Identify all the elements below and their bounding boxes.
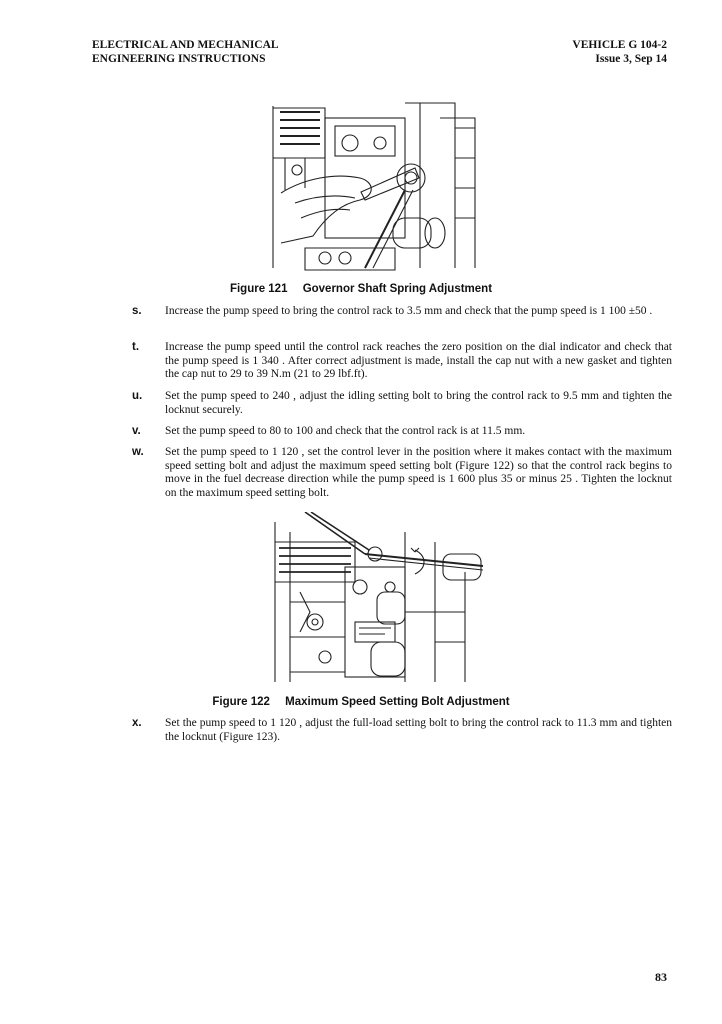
- step-letter: u.: [132, 390, 143, 402]
- document-header-left: [92, 38, 279, 66]
- header-vehicle: VEHICLE G 104-2: [572, 39, 667, 51]
- step-text: Increase the pump speed to bring the control rack to 3.5 mm and check that the pump speed is 1 100 ±50 .: [165, 305, 653, 317]
- step-x: [132, 717, 672, 744]
- step-letter: w.: [132, 446, 144, 458]
- header-org-line2: ENGINEERING INSTRUCTIONS: [92, 53, 266, 65]
- step-text: Set the pump speed to 1 120 , set the control lever in the position where it makes contact with the maximum speed setting bolt and adjust the maximum speed setting bolt (Figure 122) so that the control rack begins to move in the fuel decrease direction while the pump speed is 1 600 plus 35 or minus 25 . Tighten the locknut on the maximum speed setting bolt.: [165, 446, 672, 499]
- figure-121-caption: [0, 283, 722, 295]
- step-letter: s.: [132, 305, 142, 317]
- figure-121-number: Figure 121: [229, 283, 288, 295]
- header-issue: Issue 3, Sep 14: [595, 53, 667, 65]
- page-number: 83: [655, 970, 667, 984]
- step-text: Set the pump speed to 80 to 100 and check that the control rack is at 11.5 mm.: [165, 425, 526, 437]
- step-letter: x.: [132, 717, 142, 729]
- step-t: [132, 341, 672, 382]
- step-text: Set the pump speed to 240 , adjust the idling setting bolt to bring the control rack to 9.5 mm and tighten the locknut securely.: [165, 390, 672, 416]
- document-header-right: [572, 38, 667, 66]
- step-text: Increase the pump speed until the control rack reaches the zero position on the dial indicator and check that the pump speed is 1 340 . After correct adjustment is made, install the cap nut with a new gasket and tighten the cap nut to 29 to 39 N.m (21 to 29 lbf.ft).: [165, 341, 672, 381]
- figure-122-illustration: [265, 512, 485, 684]
- figure-121-title: Governor Shaft Spring Adjustment: [302, 283, 493, 295]
- step-text: Set the pump speed to 1 120 , adjust the full-load setting bolt to bring the control rack to 11.3 mm and tighten the locknut (Figure 123).: [165, 717, 672, 743]
- step-v: [132, 425, 672, 439]
- step-letter: t.: [132, 341, 140, 353]
- figure-122-number: Figure 122: [212, 696, 270, 708]
- figure-121-illustration: [265, 98, 483, 274]
- figure-122-caption: [0, 696, 722, 708]
- figure-122-title: Maximum Speed Setting Bolt Adjustment: [285, 696, 510, 708]
- step-u: [132, 390, 672, 417]
- step-letter: v.: [132, 425, 141, 437]
- header-org-line1: ELECTRICAL AND MECHANICAL: [92, 39, 279, 51]
- step-s: [132, 305, 672, 319]
- step-w: [132, 446, 672, 500]
